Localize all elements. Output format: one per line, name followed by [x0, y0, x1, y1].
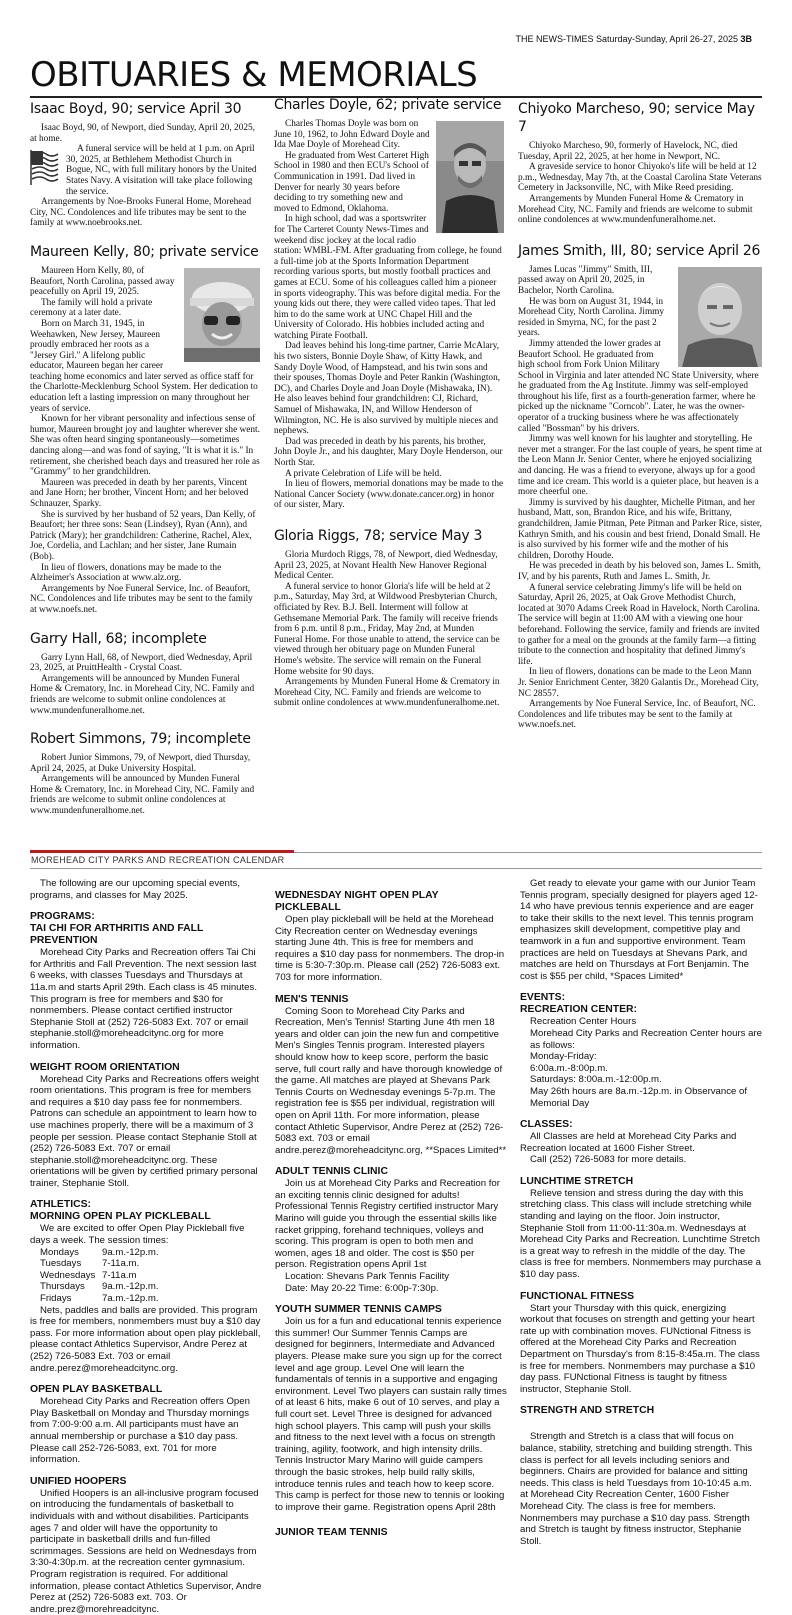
- obit-boyd: [30, 100, 260, 229]
- rec-heading-classes: CLASSES:: [520, 1119, 573, 1131]
- page-number: 3B: [740, 34, 752, 44]
- portrait-photo-doyle: [436, 121, 504, 233]
- page-header: [516, 34, 752, 44]
- obit-paragraph: He was born on August 31, 1944, in Morehead City, North Carolina. Jimmy resided in Smyrna, NC, for the past 2 years.: [518, 296, 665, 339]
- obit-headline: Charles Doyle, 62; private service: [274, 97, 502, 113]
- obit-headline: Maureen Kelly, 80; private service: [30, 243, 259, 260]
- obit-paragraph: In high school, dad was a sportswriter for The Carteret County News-Times and weekend disc jockey at the local radio station: WMBL-FM. After graduating from college, he found a full-time job at the Sports Information Department recording various sports, but mostly football practices and games at ECU. Some of his colleagues called him a pioneer in sports videography. This was before digital media. For the young kids out there, they were called video tapes. That led him to do the same work at UNC Chapel Hill and the University of Colorado. His hobbies included acting and watching Pirate Football.: [274, 214, 502, 341]
- obit-paragraph: A funeral service celebrating Jimmy's life will be held on Saturday, April 26, 2025, at Oak Grove Methodist Church, located at 3070 Adams Creek Road in Havelock, North Carolina. The service will begin at 11:00 AM with a viewing one hour beforehand. Following the service, family and friends are invited to gather for a meal on the grounds at the family farm—a fitting tribute to the connection and hospitality that defined Jimmy's life.: [518, 582, 760, 667]
- obit-hall: [30, 630, 260, 717]
- american-flag-icon: [30, 148, 60, 186]
- rec-heading-basketball: OPEN PLAY BASKETBALL: [30, 1384, 163, 1396]
- rec-heading-youth-tennis: YOUTH SUMMER TENNIS CAMPS: [275, 1304, 442, 1316]
- schedule-row: Wednesdays 7-11a.m: [40, 1269, 137, 1281]
- obit-doyle: [274, 96, 504, 511]
- issue-date: Saturday-Sunday, April 26-27, 2025: [596, 34, 738, 44]
- obit-paragraph: Jimmy was well known for his laughter and storytelling. He never met a stranger. For the last couple of years, he spent time at the Leon Mann Jr. Senior Center, where he enjoyed socializing and dancing. He was a friend to everyone, always up for a good time and ice cream. This world is a quieter place, but heaven is a more cheerful one.: [518, 434, 762, 498]
- rec-paragraph: Get ready to elevate your game with our Junior Team Tennis program, specially designed for players aged 12-14 who have previous tennis experience and are eager to take their skills to the next level. This tennis program emphasizes skill development, competitive play and teamwork in a fun and supportive environment. Team practices are held on Tuesdays at Shevans Park, and matches are held on Thursdays at Fort Benjamin. The cost is $55 per child, *Spaces Limited*: [520, 878, 758, 982]
- obits-column-3: [518, 100, 762, 743]
- obit-headline: Chiyoko Marcheso, 90; service May 7: [518, 101, 755, 135]
- obit-paragraph: Arrangements will be announced by Munden Funeral Home & Crematory, Inc. in Morehead City, NC. Family and friends are welcome to submit online condolences at www.mundenfuneralhome.net.: [30, 673, 255, 716]
- obit-paragraph: Arrangements by Munden Funeral Home & Crematory in Morehead City, NC. Family and friends are welcome to submit online condolences at www.mundenfuneralhome.net.: [274, 677, 500, 709]
- rec-accent-bar: [30, 850, 294, 853]
- rec-heading-adult-tennis: ADULT TENNIS CLINIC: [275, 1166, 388, 1178]
- portrait-photo-smith: [678, 267, 762, 367]
- obit-paragraph: Robert Junior Simmons, 79, of Newport, died Thursday, April 24, 2025, at Duke University Hospital.: [30, 753, 251, 774]
- rec-line: Date: May 20-22 Time: 6:00p-7:30p.: [285, 1282, 439, 1294]
- obit-marcheso: [518, 100, 762, 226]
- rec-paragraph: Join us at Morehead City Parks and Recreation for an exciting tennis clinic designed for adults! Professional Tennis Registry certified instructor Mary Marino will guide you through the essential skills like racket gripping, forehand techniques, volleys and scoring. This program is open to both men and women, ages 18 and older. The cost is $50 per person. Registration opens April 1st: [275, 1178, 500, 1271]
- obit-paragraph: Isaac Boyd, 90, of Newport, died Sunday, April 20, 2025, at home.: [30, 123, 255, 144]
- obit-paragraph: Dad leaves behind his long-time partner, Carrie McAlary, his two sisters, Bonnie Doyle Shaw, of Kitty Hawk, and Sandy Doyle Wood, of Hampstead, and his twin sons and their spouses, Thomas Doyle and Peter Rankin (Washington, DC), and Charles Doyle and Joan Doyle (Mishawaka, IN). He also leaves behind four grandchildren: CJ, Richard, Samuel of Mishawaka, IN, and Willow Henderson of Wilmington, NC. He is also survived by multiple nieces and nephews.: [274, 341, 501, 437]
- obit-kelly: [30, 243, 260, 616]
- obits-column-1: [30, 100, 260, 829]
- rec-line: Morehead City Parks and Recreation Center hours are as follows:: [530, 1027, 762, 1051]
- obit-paragraph: Arrangements by Noe Funeral Service, Inc. of Beaufort, NC. Condolences and life tributes may be sent to the family at www.noefs.net.: [30, 583, 253, 615]
- schedule-row: Thursdays 9a.m.-12p.m.: [40, 1281, 159, 1293]
- rec-paragraph: Morehead City Parks and Recreations offers weight room orientations. This program is free for members and requires a $10 day pass fee for nonmembers. Patrons can schedule an appointment to learn how to use machines properly, there will be a maximum of 3 people per session. Please contact Stephanie Stoll at (252) 726-5083 Ext. 707 or email stephanie.stoll@moreheadcitync.org. These orientations will be given by certified primary personal trainer, Stephanie Stoll.: [30, 1073, 259, 1189]
- obit-headline: James Smith, III, 80; service April 26: [518, 242, 761, 259]
- rec-line: Call (252) 726-5083 for more details.: [530, 1154, 687, 1166]
- rec-heading-wed-pickleball: WEDNESDAY NIGHT OPEN PLAY PICKLEBALL: [275, 890, 439, 913]
- rec-heading-mens-tennis: MEN'S TENNIS: [275, 993, 349, 1005]
- obit-paragraph: Charles Thomas Doyle was born on June 10, 1962, to John Edward Doyle and Ida Mae Doyle of Morehead City.: [274, 119, 430, 151]
- obit-paragraph: A graveside service to honor Chiyoko's life will be held at 12 p.m., Wednesday, May 7th, at the Coastal Carolina State Veterans Cemetery in Jacksonville, NC, with Mike Reed presiding.: [518, 162, 762, 194]
- obit-paragraph: Jimmy is survived by his daughter, Michelle Pitman, and her husband, Matt, son, Brandon Rice, and his wife, Brittany, grandchildren, Jamie Pitman, Pete Pitman and Parker Rice, sister, Kathryn Smith, and his cousin and best friend, Donald Small. He is also survived by his former wife and the mother of his children, Dorothy Houde.: [518, 497, 762, 561]
- rec-heading-rec-center: RECREATION CENTER:: [520, 1004, 637, 1016]
- rec-paragraph: Coming Soon to Morehead City Parks and Recreation, Men's Tennis! Starting June 4th men 18 years and older can join the new fun and competitive Men's Singles Tennis program. Interested players should know how to keep score, perform the basic serve, full court rally and have thorough knowledge of the game. All matches are played at Shevans Park Tennis Courts on Wednesday evenings 5-7p.m. The registration fee is $55 per individual, registration will open on April 11th. For more information, please contact Athletic Supervisor, Andre Perez at (252) 726-5083 ext. 703 or email andre.perez@moreheadcitync.org, **Spaces Limited**: [275, 1005, 507, 1156]
- obit-paragraph: Dad was preceded in death by his parents, his brother, John Doyle Jr., and his daughter, Mary Doyle Henderson, our North Star.: [274, 436, 503, 468]
- rec-heading-junior-tennis: JUNIOR TEAM TENNIS: [275, 1527, 388, 1539]
- rec-heading-strength: STRENGTH AND STRETCH: [520, 1405, 655, 1417]
- obit-riggs: [274, 527, 504, 709]
- rec-title-rule: [30, 868, 762, 869]
- rec-paragraph: Open play pickleball will be held at the Morehead City Recreation center on Wednesday evenings starting June 4th. This is free for members and requires a $10 day pass for nonmembers. The drop-in time is 5:30-7:30p.m. Please call (252) 726-5083 ext. 703 for more information.: [275, 914, 505, 983]
- rec-column-1: [30, 878, 262, 1615]
- rec-line: Monday-Friday:: [530, 1051, 597, 1063]
- obit-paragraph: He graduated from West Carteret High School in 1980 and then ECU's School of Communication in 1991. Dad lived in Denver for nearly 30 years before deciding to try something new and moved to Edmond, Oklahoma.: [274, 150, 429, 214]
- obit-paragraph: Born on March 31, 1945, in Weehawken, New Jersey, Maureen proudly embraced her roots as a "Jersey Girl." A lifelong public educator, Maureen began her career teaching home economics and later served as office staff for the Charlotte-Mecklenburg School System. Her dedication to education left a lasting impression on many throughout her years of service.: [30, 318, 258, 414]
- rec-paragraph: Morehead City Parks and Recreation offers Open Play Basketball on Monday and Thursday mornings from 7:00-9:00 a.m. All participants must have an annual membership or purchase a $10 day pass. Please call 252-726-5083, ext. 701 for more information.: [30, 1396, 250, 1466]
- obit-paragraph: He was preceded in death by his beloved son, James L. Smith, IV, and by his parents, Ruth and James L. Smith, Jr.: [518, 561, 761, 582]
- obit-paragraph: James Lucas "Jimmy" Smith, III, passed away on April 20, 2025, in Bachelor, North Carolina.: [518, 264, 653, 296]
- schedule-row: Mondays 9a.m.-12p.m.: [40, 1246, 159, 1258]
- rec-heading-taichi: TAI CHI FOR ARTHRITIS AND FALL PREVENTION: [30, 923, 204, 947]
- schedule-row: Tuesdays 7-11a.m.: [40, 1258, 140, 1270]
- rec-calendar-title: MOREHEAD CITY PARKS AND RECREATION CALENDAR: [31, 855, 285, 865]
- obit-simmons: [30, 730, 260, 817]
- pickleball-schedule: [30, 1247, 262, 1305]
- obit-paragraph: In lieu of flowers, donations can be made to the Leon Mann Jr. Senior Enrichment Center, 3820 Galantis Dr., Morehead City, NC 28557.: [518, 667, 759, 699]
- rec-paragraph: Join us for a fun and educational tennis experience this summer! Our Summer Tennis Camps are designed for beginners, Intermediate and Advanced players. Please make sure you sign up for the correct level and age group. Level One will learn the fundamentals of tennis in a supportive and engaging environment. Level Two players can sustain rally times of at least 6 hits, make 6 out of 10 serves, and play a full court set. Level Three is designed for advanced high school players. This camp will push your skills and fitness to the next level with a focus on strength training, agility, footwork, and high intensity drills. Tennis Instructor Mary Marino will guide campers through the basic strokes, help build rally skills, introduce tennis rules and teach how to keep score. This camp is perfect for those new to tennis or looking to improve their game. Registration opens April 28th: [275, 1316, 507, 1513]
- obit-paragraph: A funeral service to honor Gloria's life will be held at 2 p.m., Saturday, May 3rd, at Wildwood Presbyterian Church, officiated by Rev. B.J. Bell. Interment will follow at Gethsemane Memorial Park. The family will receive friends from 6 p.m. until 8 p.m., Friday, May 2nd, at Munden Funeral Home. For those unable to attend, the service can be viewed through her obituary page on Munden Funeral Home's website. The service will remain on the Funeral Home website for 90 days.: [274, 581, 500, 677]
- obit-paragraph: Jimmy attended the lower grades at Beaufort School. He graduated from high school from Fork Union Military School in Virginia and later attended NC State University, where he graduated from the Ag Institute. Jimmy was self-employed throughout his life, first as a fourth-generation farmer, where he picked up the nickname "Corncob". Later, he was the owner-operator of a trucking business where he was affectionately called "Bossman" by his drivers.: [518, 338, 759, 434]
- obit-paragraph: Maureen was preceded in death by her parents, Vincent and Jane Horn; her brother, Vincent Horn; and her beloved Schnauzer, Sparky.: [30, 477, 249, 509]
- obit-paragraph: She is survived by her husband of 52 years, Dan Kelly, of Beaufort; her three sons: Sean (Lindsey), Ryan (Ann), and Patrick (Mary); her grandchildren: Catherine, Rachel, Alex, Joe, Cordelia, and Lachlan; and her sister, Jane Rumain (Bob).: [30, 509, 256, 562]
- rec-column-2: [275, 878, 507, 1539]
- obit-paragraph: Garry Lynn Hall, 68, of Newport, died Wednesday, April 23, 2025, at PruittHealth - Crystal Coast.: [30, 652, 253, 674]
- obit-paragraph: Arrangements by Noe Funeral Service, Inc. of Beaufort, NC. Condolences and life tributes may be sent to the family at www.noefs.net.: [518, 699, 756, 731]
- obit-paragraph: In lieu of flowers, memorial donations may be made to the National Cancer Society (www.donate.cancer.org) in honor of our sister, Mary.: [274, 479, 504, 511]
- rec-paragraph: Start your Thursday with this quick, energizing workout that focuses on strength and getting your heart rate up with combination moves. FUNctional Fitness is offered at the Morehead City Parks and Recreation Department on Thursday's from 8:15-8:45a.m. The class is free for members. Nonmembers may purchase a $10 day pass. FUNctional Fitness is taught by fitness instructor, Stephanie Stoll.: [520, 1302, 760, 1395]
- obit-headline: Garry Hall, 68; incomplete: [30, 630, 207, 647]
- obits-column-2: [274, 96, 504, 721]
- rec-paragraph: Unified Hoopers is an all-inclusive program focused on introducing the fundamentals of basketball to individuals with and without disabilities. Participants ages 7 and older will have the opportunity to participate in basketball drills and fun-filled scrimmages. Sessions are held on Wednesdays from 3:30-4:30p.m. at the recreation center gymnasium. Program registration is required. For additional information, please contact Athletics Supervisor, Andre Perez at (252) 726-5083 ext. 703. Or andre.prez@morehreadcitync.: [30, 1487, 262, 1615]
- paper-name: THE NEWS-TIMES: [515, 34, 594, 44]
- obit-headline: Robert Simmons, 79; incomplete: [30, 731, 251, 748]
- obit-paragraph: The family will hold a private ceremony at a later date.: [30, 297, 153, 319]
- rec-line: Saturdays: 8:00a.m.-12:00p.m.: [530, 1074, 662, 1086]
- obit-paragraph: Known for her vibrant personality and infectious sense of humor, Maureen brought joy and laughter wherever she went. She was often heard singing spontaneously—sometimes dancing along—and was fond of saying, "It is what it is." In retirement, she cherished beach days and treasured her role as "Grammy" to her grandchildren.: [30, 414, 260, 478]
- obit-paragraph: A funeral service will be held at 1 p.m. on April 30, 2025, at Bethlehem Methodist Church in Bogue, NC, with full military honors by the United States Navy. A visitation will take place following the service.: [66, 144, 257, 197]
- obit-paragraph: Arrangements by Noe-Brooks Funeral Home, Morehead City, NC. Condolences and life tributes may be sent to the family at www.noebrooks.net.: [30, 197, 252, 229]
- rec-paragraph: Relieve tension and stress during the day with this stretching class. This class will include stretching while standing and laying on the floor. Join instructor, Stephanie Stoll from 11:00-11:30a.m. Wednesdays at Morehead City Parks and Recreation. Lunchtime Stretch is a great way to refresh in the middle of the day. The class is free for members. Nonmembers may purchase a $10 day pass.: [520, 1187, 761, 1281]
- rec-heading-programs: PROGRAMS:: [30, 911, 95, 923]
- rec-heading-athletics: ATHLETICS:: [30, 1199, 91, 1211]
- rec-heading-pickleball: MORNING OPEN PLAY PICKLEBALL: [30, 1211, 211, 1223]
- rec-line: Location: Shevans Park Tennis Facility: [285, 1271, 450, 1283]
- rec-heading-weight: WEIGHT ROOM ORIENTATION: [30, 1061, 180, 1073]
- rec-line: May 26th hours are 8a.m.-12p.m. in Observance of Memorial Day: [530, 1085, 748, 1109]
- rec-paragraph: Nets, paddles and balls are provided. This program is free for members, nonmembers must buy a $10 day pass. For more information about open play pickleball, please contact Athletics Supervisor, Andre Perez at (252) 726-5083 Ext. 703 or email andre.perez@moreheadcitync.org.: [30, 1304, 261, 1374]
- rec-paragraph: Strength and Stretch is a class that will focus on balance, stability, stretching and building strength. This class is perfect for all levels including seniors and beginners. Chairs are provided for balance and sitting needs. This class is held Tuesdays from 10-10:45 a.m. at Morehead City Recreation Center, 1600 Fisher Morehead City. The class is free for members. Nonmembers may purchase a $10 day pass. Strength and Stretch is taught by fitness instructor, Stephanie Stoll.: [520, 1431, 753, 1547]
- obit-headline: Gloria Riggs, 78; service May 3: [274, 527, 483, 544]
- rec-intro: The following are our upcoming special events, programs, and classes for May 2025.: [30, 878, 240, 901]
- obit-paragraph: Arrangements by Munden Funeral Home & Crematory in Morehead City, NC. Family and friends are welcome to submit online condolences at www.mundenfuneralhome.net.: [518, 193, 753, 226]
- schedule-row: Fridays 7a.m.-12p.m.: [40, 1293, 159, 1305]
- rec-heading-lunchtime: LUNCHTIME STRETCH: [520, 1175, 634, 1187]
- obit-headline: Isaac Boyd, 90; service April 30: [30, 101, 242, 117]
- obit-paragraph: Gloria Murdoch Riggs, 78, of Newport, died Wednesday, April 23, 2025, at Novant Health New Hanover Regional Medical Center.: [274, 549, 498, 582]
- rec-paragraph: All Classes are held at Morehead City Parks and Recreation located at 1600 Fisher Street.: [520, 1131, 737, 1154]
- rec-heading-functional: FUNCTIONAL FITNESS: [520, 1290, 635, 1302]
- obit-paragraph: In lieu of flowers, donations may be made to the Alzheimer's Association at www.alz.org.: [30, 562, 222, 584]
- obit-paragraph: Arrangements will be announced by Munden Funeral Home & Crematory, Inc. in Morehead City, NC. Family and friends are welcome to submit online condolences at www.mundenfuneralhome.net.: [30, 774, 255, 817]
- section-title: OBITUARIES & MEMORIALS: [30, 56, 762, 98]
- rec-line: 6:00a.m.-8:00p.m.: [530, 1062, 608, 1074]
- rec-heading-hoopers: UNIFIED HOOPERS: [30, 1475, 127, 1487]
- rec-line: Recreation Center Hours: [530, 1016, 637, 1028]
- portrait-photo-kelly: [184, 268, 260, 362]
- obit-paragraph: Chiyoko Marcheso, 90, formerly of Havelock, NC, died Tuesday, April 22, 2025, at her home in Newport, NC.: [518, 141, 738, 162]
- obit-paragraph: A private Celebration of Life will be held.: [285, 468, 442, 479]
- rec-paragraph: We are excited to offer Open Play Pickleball five days a week. The session times:: [30, 1223, 245, 1247]
- rec-column-3: [520, 878, 762, 1547]
- rec-heading-events: EVENTS:: [520, 992, 566, 1004]
- obit-paragraph: Maureen Horn Kelly, 80, of Beaufort, North Carolina, passed away peacefully on April 19, 2025.: [30, 265, 175, 298]
- rec-paragraph: Morehead City Parks and Recreation offers Tai Chi for Arthritis and Fall Prevention. The next session last 6 weeks, with classes Tuesdays and Thursdays at 11a.m and starts April 29th. Each class is 45 minutes. This program is free for members and $30 for nonmembers. Please contact certified instructor Stephanie Stoll at (252) 726-5083 Ext. 707 or email stephanie.stoll@moreheadcitync.org for more information.: [30, 947, 257, 1051]
- obit-smith: [518, 242, 762, 731]
